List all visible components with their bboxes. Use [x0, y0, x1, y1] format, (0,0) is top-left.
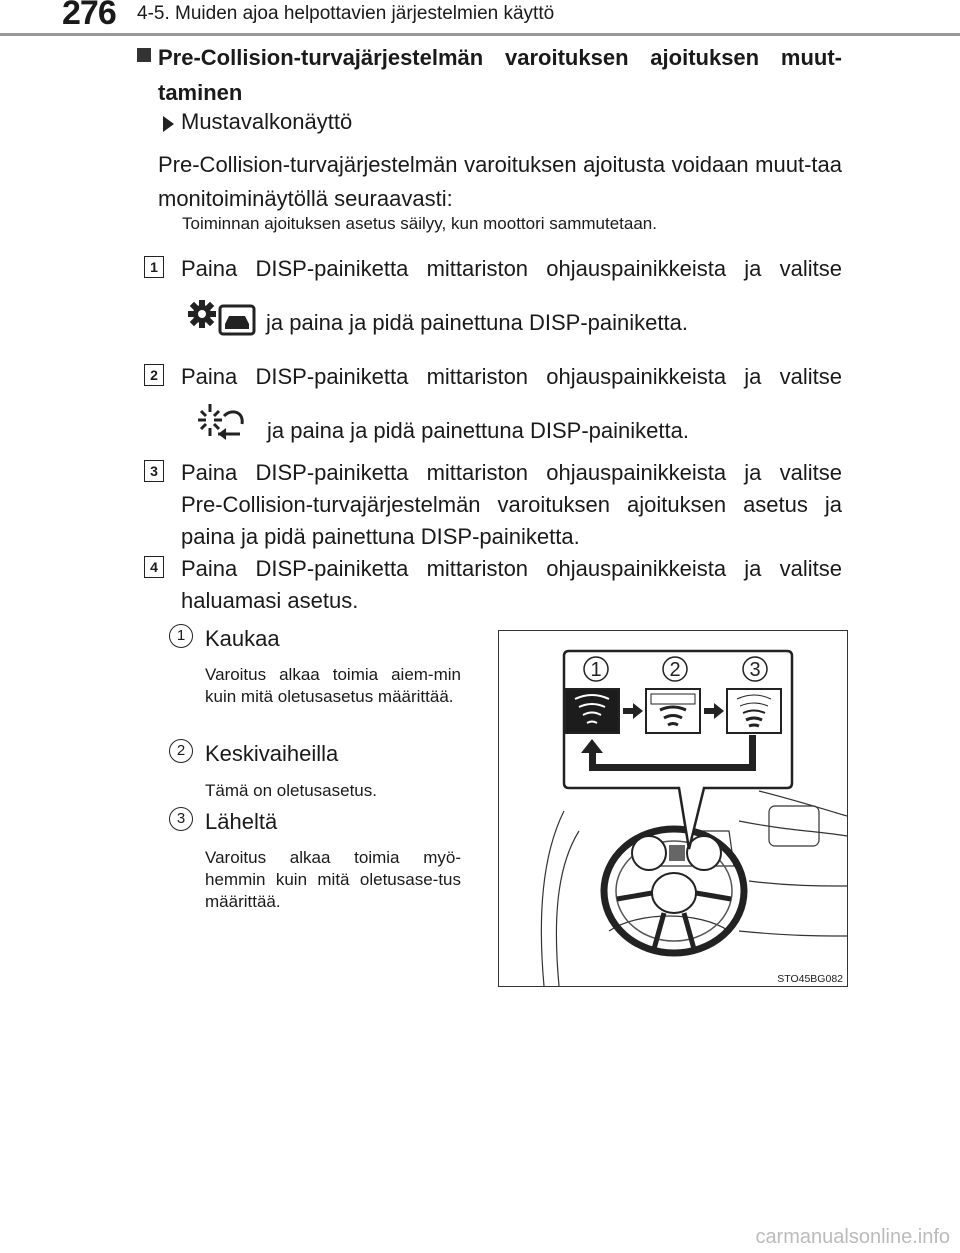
dashboard-illustration: [499, 631, 847, 986]
figure-callout-2-label: 2: [669, 659, 681, 681]
option-label-lahelta: Läheltä: [205, 809, 278, 834]
figure-callout-3-label: 3: [749, 659, 761, 681]
figure-code: STO45BG082: [777, 973, 843, 985]
step-number-3: 3: [144, 460, 164, 482]
intro-paragraph: Pre-Collision-turvajärjestelmän varoituksen ajoitusta voidaan muut-taa monitoiminäytöllä seuraavasti:: [158, 152, 842, 211]
step-number-2: 2: [144, 364, 164, 386]
option-label-keskivaiheilla: Keskivaiheilla: [205, 741, 339, 766]
page-number: 276: [62, 0, 116, 32]
option-number-1: 1: [169, 624, 193, 648]
section-title: Pre-Collision-turvajärjestelmän varoituksen ajoituksen muut-taminen: [158, 45, 842, 105]
footer-watermark: carmanualsonline.info: [755, 1226, 950, 1248]
option-number-3: 3: [169, 807, 193, 831]
setting-screen-1: [565, 689, 619, 733]
step-3-line-2: Pre-Collision-turvajärjestelmän varoituksen ajoituksen asetus ja: [181, 492, 842, 517]
illustration-figure: [498, 630, 848, 987]
step-2-line-1: Paina DISP-painiketta mittariston ohjauspainikkeista ja valitse: [181, 364, 842, 389]
running-title: 4-5. Muiden ajoa helpottavien järjestelmien käyttö: [137, 3, 555, 24]
step-4-line-1: Paina DISP-painiketta mittariston ohjauspainikkeista ja valitse: [181, 556, 842, 581]
setting-screen-2: [646, 689, 700, 733]
section-bullet-icon: [137, 48, 151, 62]
pcs-settings-icon: [196, 402, 250, 446]
figure-callout-1-label: 1: [590, 659, 602, 681]
step-3-line-3: paina ja pidä painettuna DISP-painiketta.: [181, 524, 580, 549]
gear-car-icon: [186, 300, 258, 338]
note-text: Toiminnan ajoituksen asetus säilyy, kun moottori sammutetaan.: [182, 214, 657, 233]
step-4-line-2: haluamasi asetus.: [181, 588, 359, 613]
header-rule: [0, 33, 960, 36]
sub-title: Mustavalkonäyttö: [181, 109, 353, 134]
step-number-4: 4: [144, 556, 164, 578]
arrow-bullet-icon: [163, 116, 174, 132]
option-label-kaukaa: Kaukaa: [205, 626, 280, 651]
step-1-line-1: Paina DISP-painiketta mittariston ohjauspainikkeista ja valitse: [181, 256, 842, 281]
option-desc-3: Varoitus alkaa toimia myö-hemmin kuin mitä oletusase-tus määrittää.: [205, 848, 461, 911]
option-desc-2: Tämä on oletusasetus.: [205, 781, 377, 800]
setting-screen-3: [727, 689, 781, 733]
step-2-line-2: ja paina ja pidä painettuna DISP-painiketta.: [267, 418, 689, 443]
option-number-2: 2: [169, 739, 193, 763]
step-number-1: 1: [144, 256, 164, 278]
step-1-line-2: ja paina ja pidä painettuna DISP-painiketta.: [266, 310, 688, 335]
step-3-line-1: Paina DISP-painiketta mittariston ohjauspainikkeista ja valitse: [181, 460, 842, 485]
option-desc-1: Varoitus alkaa toimia aiem-min kuin mitä oletusasetus määrittää.: [205, 665, 461, 706]
